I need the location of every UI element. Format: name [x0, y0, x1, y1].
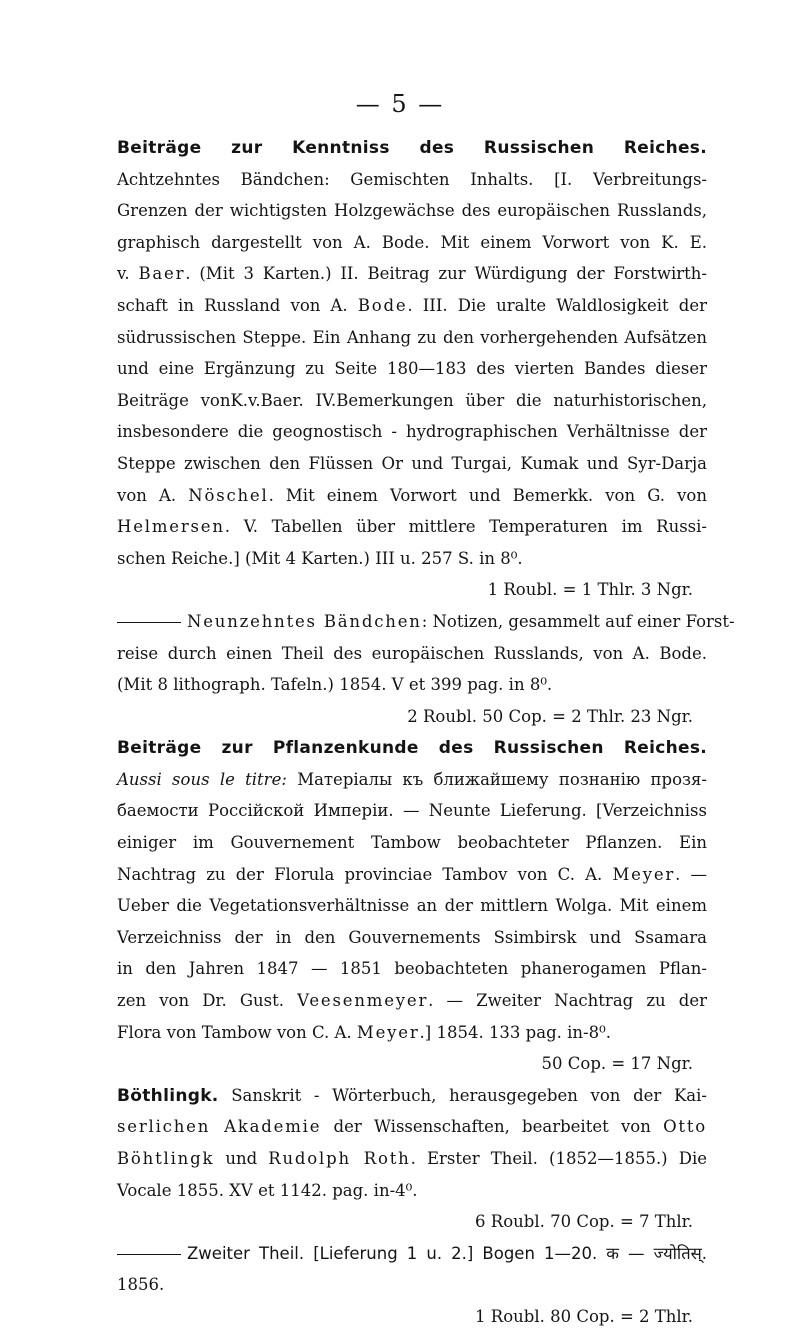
text-span: . III. Die uralte Waldlosigkeit der: [407, 295, 708, 315]
text-line: [117, 1143, 707, 1175]
text-line: schen Reiche.] (Mit 4 Karten.) III u. 257 S. in 8⁰.: [117, 548, 523, 568]
price-line: 1 Roubl. 80 Cop. = 2 Thlr.: [475, 1306, 693, 1326]
text-line: Achtzehntes Bändchen: Gemischten Inhalts. [I. Verbreitungs-: [117, 169, 707, 189]
author-name: Otto: [663, 1117, 707, 1137]
text-span: . Mit einem Vorwort und Bemerkk. von G. von: [268, 485, 707, 505]
text-span: v.: [117, 264, 139, 284]
text-line: in den Jahren 1847 — 1851 beobachteten phanerogamen Pflan-: [117, 959, 707, 979]
text-span: : Notizen, gesammelt auf einer Forst-: [421, 611, 735, 631]
text-span: .] 1854. 133 pag. in-8⁰.: [419, 1022, 611, 1042]
text-span: . —: [675, 864, 707, 884]
price-line: 6 Roubl. 70 Cop. = 7 Thlr.: [475, 1212, 693, 1232]
text-span: Flora von Tambow von C. A.: [117, 1022, 357, 1042]
text-line: [117, 859, 707, 891]
entry-heading: [117, 132, 707, 164]
page-number: — 5 —: [355, 90, 445, 118]
text-line: [117, 1017, 707, 1049]
text-line: [117, 511, 707, 543]
entry-beitraege-pflanzenkunde: [117, 732, 707, 1080]
italic-text: Aussi sous le titre:: [117, 769, 287, 789]
author-name: Baer: [138, 264, 186, 284]
text-line: Steppe zwischen den Flüssen Or und Turgai, Kumak und Syr-Darja: [117, 453, 707, 473]
text-line: reise durch einen Theil des europäischen Russlands, von A. Bode.: [117, 643, 707, 663]
text-line: 1856.: [117, 1275, 165, 1295]
text-line: [117, 1080, 707, 1112]
ditto-dash: [117, 622, 181, 623]
text-line: [117, 1111, 707, 1143]
text-line: Vocale 1855. XV et 1142. pag. in-4⁰.: [117, 1180, 418, 1200]
text-span: . Erster Theil. (1852—1855.) Die: [410, 1149, 707, 1168]
text-span: . V. Tabellen über mittlere Temperaturen im Russi-: [224, 517, 707, 537]
text-line: Ueber die Vegetationsverhältnisse an der mittlern Wolga. Mit einem: [117, 896, 707, 916]
text-line: [117, 606, 735, 638]
text-span: Nachtrag zu der Florula provinciae Tambov von C. A.: [117, 864, 613, 884]
author-name: Meyer: [612, 864, 676, 884]
text-line: insbesondere die geognostisch - hydrographischen Verhältnisse der: [117, 422, 707, 442]
text-span: Матеріалы къ ближайшему познанію прозя-: [286, 769, 708, 789]
author-name: Nöschel: [188, 485, 269, 505]
text-line: und eine Ergänzung zu Seite 180—183 des vierten Bandes dieser: [117, 359, 707, 379]
price-line: 2 Roubl. 50 Cop. = 2 Thlr. 23 Ngr.: [407, 706, 693, 726]
entry-heading-text: Beiträge zur Pflanzenkunde des Russischen Reiches.: [117, 738, 707, 759]
author-name: Veesenmeyer: [297, 991, 429, 1011]
text-span: der Wissenschaften, bearbeitet von: [321, 1117, 664, 1137]
text-line: [117, 480, 707, 512]
price-line: 50 Cop. = 17 Ngr.: [541, 1054, 693, 1074]
price-line: 1 Roubl. = 1 Thlr. 3 Ngr.: [487, 580, 693, 600]
author-name: Meyer: [356, 1022, 420, 1042]
text-line: [117, 258, 707, 290]
author-name: Helmersen: [117, 517, 225, 537]
entry-heading-text: Böthlingk.: [117, 1085, 219, 1106]
text-span: schaft in Russland von A.: [117, 295, 358, 315]
text-span: zen von Dr. Gust.: [117, 991, 298, 1011]
author-name: Bode: [357, 295, 408, 315]
text-line: graphisch dargestellt von A. Bode. Mit einem Vorwort von K. E.: [117, 232, 707, 252]
text-line: баемости Россiйской Имперiи. — Neunte Lieferung. [Verzeichniss: [117, 801, 707, 821]
entry-boethlingk: [117, 1080, 707, 1333]
author-name: Böhtlingk: [117, 1149, 215, 1168]
author-name: Rudolph Roth: [268, 1149, 411, 1168]
text-span: Zweiter Theil. [Lieferung 1 u. 2.] Bogen 1—20. क — ज्योतिस्.: [187, 1243, 707, 1263]
text-span: von A.: [117, 485, 189, 505]
text-line: [117, 764, 707, 796]
page-content: [117, 132, 735, 1333]
text-span: . — Zweiter Nachtrag zu der: [428, 991, 707, 1011]
text-span: . (Mit 3 Karten.) II. Beitrag zur Würdigung der Forstwirth-: [185, 264, 707, 284]
volume-title: Neunzehntes Bändchen: [187, 611, 422, 631]
text-line: südrussischen Steppe. Ein Anhang zu den vorhergehenden Aufsätzen: [117, 327, 707, 347]
entry-heading-text: Beiträge zur Kenntniss des Russischen Reiches.: [117, 138, 707, 158]
entry-heading: [117, 732, 707, 764]
text-line: Grenzen der wichtigsten Holzgewächse des europäischen Russlands,: [117, 201, 707, 221]
text-line: Verzeichniss der in den Gouvernements Ssimbirsk und Ssamara: [117, 927, 707, 947]
entry-beitraege-kenntniss: [117, 132, 735, 732]
text-line: einiger im Gouvernement Tambow beobachteter Pflanzen. Ein: [117, 833, 707, 853]
text-span: und: [214, 1149, 269, 1168]
text-line: (Mit 8 lithograph. Tafeln.) 1854. V et 399 pag. in 8⁰.: [117, 675, 553, 695]
ditto-dash: [117, 1254, 181, 1255]
text-line: [117, 985, 707, 1017]
text-line: [117, 1238, 707, 1270]
text-line: [117, 290, 707, 322]
author-name: serlichen Akademie: [117, 1117, 322, 1137]
text-line: Beiträge vonK.v.Baer. IV.Bemerkungen über die naturhistorischen,: [117, 390, 707, 410]
text-span: Sanskrit - Wörterbuch, herausgegeben von der Kai-: [218, 1085, 707, 1105]
